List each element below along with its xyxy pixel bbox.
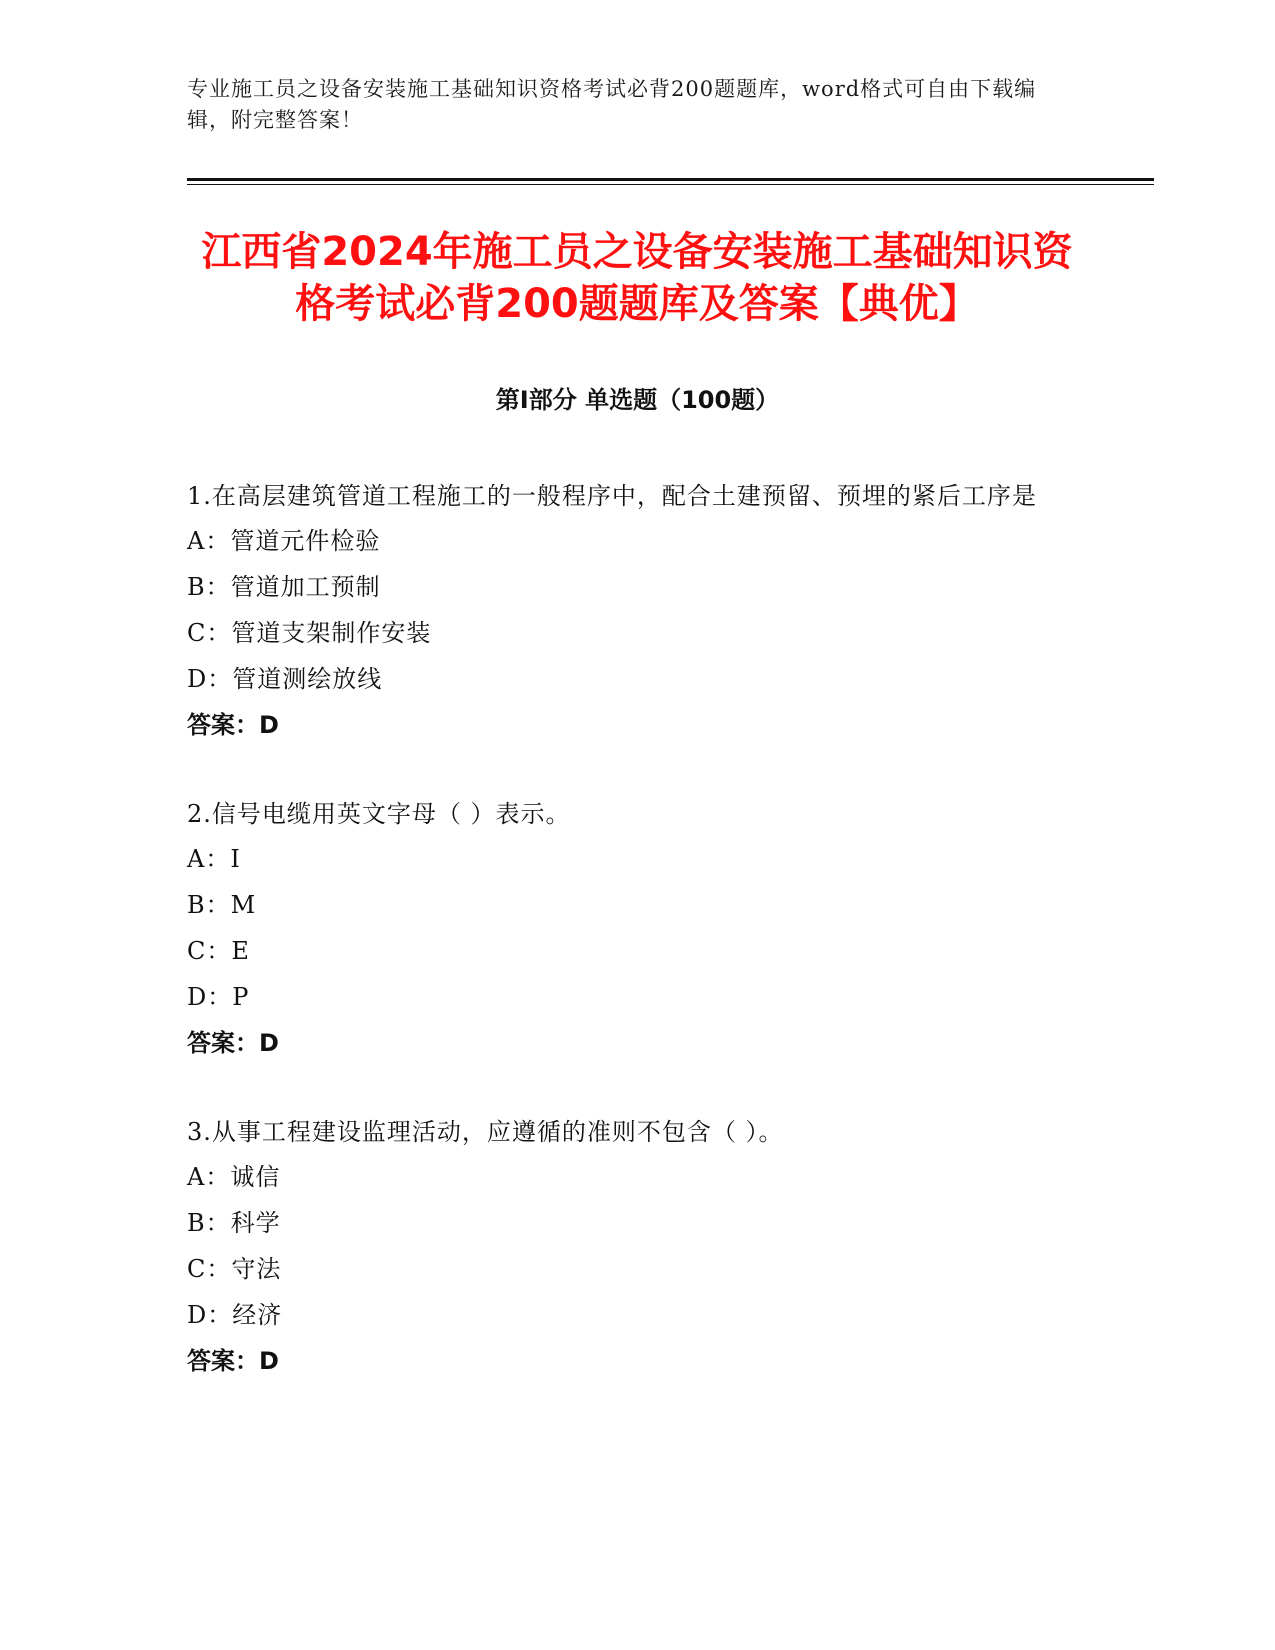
document-title: 江西省2024年施工员之设备安装施工基础知识资格考试必背200题题库及答案【典优】	[201, 229, 1073, 327]
header-divider-thick	[187, 178, 1154, 181]
answer-label: 答案：D	[187, 1029, 279, 1057]
option-a: A：诚信	[187, 1163, 281, 1191]
question-text: 1.在高层建筑管道工程施工的一般程序中，配合土建预留、预埋的紧后工序是	[187, 482, 1037, 510]
section-title: 第Ⅰ部分 单选题（100题）	[495, 386, 780, 414]
option-a: A：管道元件检验	[187, 527, 381, 555]
question-3	[187, 1110, 1087, 1384]
option-a: A：I	[187, 845, 241, 873]
option-d: D：管道测绘放线	[187, 665, 383, 693]
answer-label: 答案：D	[187, 1347, 279, 1375]
option-d: D：P	[187, 983, 250, 1011]
question-1	[187, 474, 1087, 748]
answer-label: 答案：D	[187, 711, 279, 739]
header-note: 专业施工员之设备安装施工基础知识资格考试必背200题题库，word格式可自由下载编辑，附完整答案！	[187, 77, 1037, 132]
option-c: C：管道支架制作安装	[187, 619, 432, 647]
option-b: B：管道加工预制	[187, 573, 381, 601]
question-2	[187, 792, 1087, 1066]
header-divider-thin	[187, 184, 1154, 185]
question-text: 3.从事工程建设监理活动，应遵循的准则不包含（ ）。	[187, 1118, 784, 1146]
option-c: C：E	[187, 937, 250, 965]
option-c: C：守法	[187, 1255, 282, 1283]
option-b: B：科学	[187, 1209, 281, 1237]
question-list	[187, 474, 1087, 1428]
option-d: D：经济	[187, 1301, 283, 1329]
option-b: B：M	[187, 891, 257, 919]
question-text: 2.信号电缆用英文字母（ ）表示。	[187, 800, 571, 828]
